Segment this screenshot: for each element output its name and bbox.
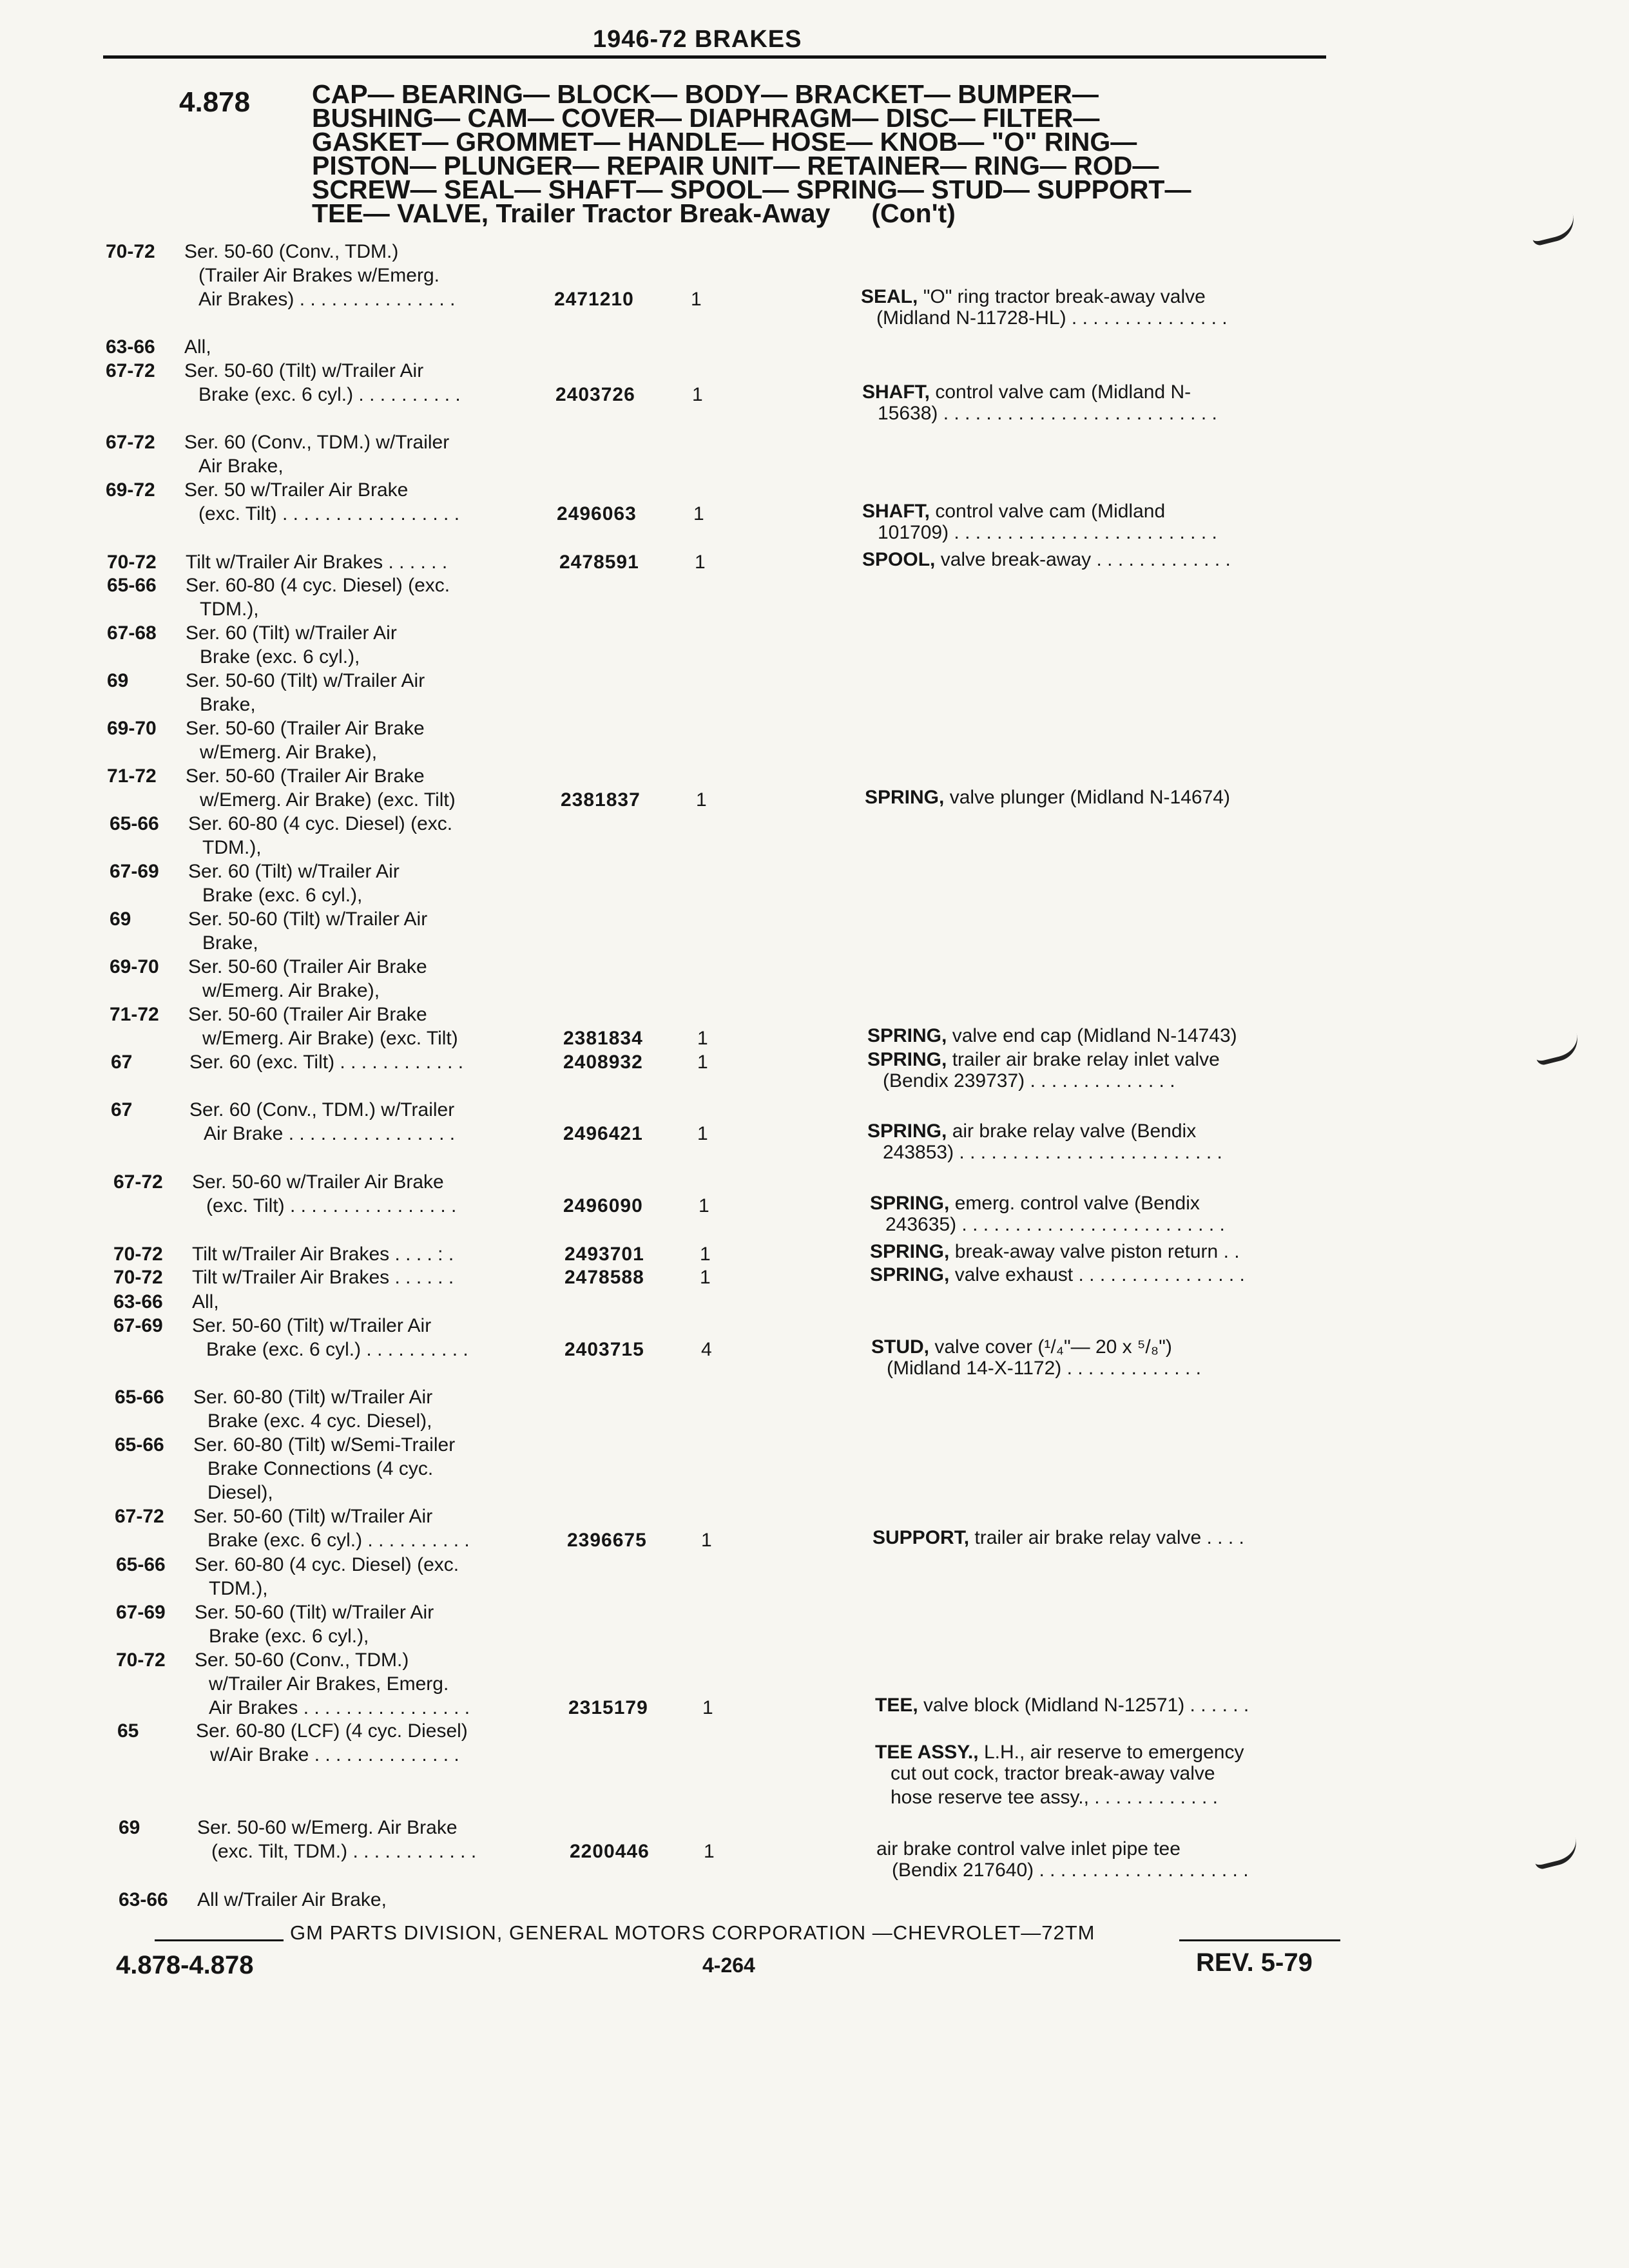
part-number: 2315179 <box>568 1697 648 1718</box>
application-line: All, <box>192 1291 219 1312</box>
model-years: 70-72 <box>113 1267 163 1288</box>
application-line: All, <box>184 336 211 358</box>
part-description: SEAL, "O" ring tractor break-away valve <box>861 286 1206 307</box>
application-line: Ser. 60 (Tilt) w/Trailer Air <box>188 861 400 882</box>
model-years: 65-66 <box>110 813 159 834</box>
application-line: Ser. 50-60 (Tilt) w/Trailer Air <box>192 1315 432 1336</box>
model-years: 67-72 <box>115 1506 164 1527</box>
application-line: Air Brake . . . . . . . . . . . . . . . . <box>204 1123 456 1144</box>
application-line: Ser. 60 (Conv., TDM.) w/Trailer <box>189 1099 455 1120</box>
part-number: 2478591 <box>559 552 639 573</box>
model-years: 67-72 <box>113 1171 163 1193</box>
part-name: SEAL, <box>861 286 918 307</box>
part-description: 243853) . . . . . . . . . . . . . . . . . . . . . . . . . <box>883 1142 1222 1163</box>
model-years: 70-72 <box>116 1649 166 1671</box>
footer-rule-right <box>1179 1939 1340 1941</box>
model-years: 67-69 <box>113 1315 163 1336</box>
part-name: TEE ASSY., <box>875 1742 979 1763</box>
quantity: 1 <box>699 1195 709 1216</box>
part-description: (Midland N-11728-HL) . . . . . . . . . . . . . . . <box>876 307 1228 329</box>
application-line: Brake Connections (4 cyc. <box>207 1458 434 1479</box>
quantity: 1 <box>696 789 707 811</box>
model-years: 63-66 <box>119 1889 168 1910</box>
footer-revision: REV. 5-79 <box>1196 1948 1313 1977</box>
application-line: Brake (exc. 6 cyl.), <box>202 885 363 906</box>
part-description: SUPPORT, trailer air brake relay valve . . . . <box>872 1527 1244 1548</box>
part-name: SPRING, <box>870 1264 950 1285</box>
part-name: SPOOL, <box>862 549 936 570</box>
part-description: 15638) . . . . . . . . . . . . . . . . . . . . . . . . . . <box>878 403 1217 424</box>
part-name: SUPPORT, <box>872 1527 970 1548</box>
part-description: STUD, valve cover (¹/₄"— 20 x ⁵/₈") <box>871 1336 1172 1358</box>
application-line: Air Brakes . . . . . . . . . . . . . . . . <box>209 1697 470 1718</box>
model-years: 70-72 <box>113 1244 163 1265</box>
quantity: 1 <box>702 1697 713 1718</box>
application-line: Tilt w/Trailer Air Brakes . . . . : . <box>192 1244 454 1265</box>
application-line: Air Brakes) . . . . . . . . . . . . . . . <box>198 289 456 310</box>
application-line: TDM.), <box>200 599 259 620</box>
part-number: 2403715 <box>564 1339 644 1360</box>
model-years: 69 <box>119 1817 140 1838</box>
application-line: Brake (exc. 6 cyl.) . . . . . . . . . . <box>206 1339 468 1360</box>
quantity: 1 <box>700 1244 711 1265</box>
part-description: TEE, valve block (Midland N-12571) . . . . . . <box>875 1695 1249 1716</box>
application-line: Ser. 60-80 (4 cyc. Diesel) (exc. <box>186 575 450 596</box>
footer-section-range: 4.878-4.878 <box>116 1951 254 1979</box>
model-years: 69 <box>107 670 129 691</box>
model-years: 70-72 <box>106 241 155 262</box>
application-line: Ser. 50-60 (Tilt) w/Trailer Air <box>184 360 424 381</box>
model-years: 69-70 <box>107 718 157 739</box>
part-description: (Midland 14-X-1172) . . . . . . . . . . . . . <box>887 1358 1201 1379</box>
part-description: SPRING, trailer air brake relay inlet valve <box>867 1049 1220 1070</box>
application-line: Ser. 50-60 (Tilt) w/Trailer Air <box>188 908 428 930</box>
application-line: (exc. Tilt) . . . . . . . . . . . . . . . . <box>206 1195 457 1216</box>
application-line: Ser. 50-60 (Tilt) w/Trailer Air <box>186 670 425 691</box>
application-line: (exc. Tilt, TDM.) . . . . . . . . . . . . <box>211 1841 477 1862</box>
part-description: SPRING, air brake relay valve (Bendix <box>867 1120 1197 1142</box>
application-line: Ser. 50-60 w/Emerg. Air Brake <box>197 1817 458 1838</box>
continued-label: (Con't) <box>871 198 956 228</box>
application-line: Ser. 60-80 (LCF) (4 cyc. Diesel) <box>196 1720 468 1742</box>
part-description: SPRING, valve plunger (Midland N-14674) <box>865 787 1230 808</box>
application-line: Ser. 60 (exc. Tilt) . . . . . . . . . . . . <box>189 1052 464 1073</box>
quantity: 4 <box>701 1339 712 1360</box>
part-description: SPOOL, valve break-away . . . . . . . . . . . . . <box>862 549 1231 570</box>
part-description: 101709) . . . . . . . . . . . . . . . . . . . . . . . . . <box>878 522 1217 543</box>
part-description: SPRING, break-away valve piston return . . <box>870 1241 1240 1262</box>
part-name: TEE, <box>875 1695 918 1716</box>
part-name: SHAFT, <box>862 381 930 403</box>
part-number: 2200446 <box>570 1841 650 1862</box>
application-line: Tilt w/Trailer Air Brakes . . . . . . <box>192 1267 454 1288</box>
model-years: 69-70 <box>110 956 159 977</box>
application-line: TDM.), <box>202 837 262 858</box>
quantity: 1 <box>693 503 704 524</box>
application-line: Ser. 50 w/Trailer Air Brake <box>184 479 409 501</box>
application-line: Diesel), <box>207 1482 273 1503</box>
application-line: w/Emerg. Air Brake), <box>200 742 378 763</box>
application-line: Ser. 60 (Conv., TDM.) w/Trailer <box>184 432 450 453</box>
footer-division: GM PARTS DIVISION, GENERAL MOTORS CORPORATION —CHEVROLET—72TM <box>290 1921 1095 1944</box>
part-description: hose reserve tee assy., . . . . . . . . . . . . <box>891 1787 1218 1808</box>
part-description: SPRING, valve end cap (Midland N-14743) <box>867 1025 1237 1046</box>
application-line: Ser. 50-60 w/Trailer Air Brake <box>192 1171 444 1193</box>
application-line: Air Brake, <box>198 456 284 477</box>
application-line: All w/Trailer Air Brake, <box>197 1889 387 1910</box>
part-description: air brake control valve inlet pipe tee <box>876 1838 1181 1860</box>
model-years: 65-66 <box>115 1434 164 1456</box>
section-title-line: CAP— BEARING— BLOCK— BODY— BRACKET— BUMPER— <box>312 79 1099 109</box>
application-line: Ser. 50-60 (Trailer Air Brake <box>186 718 425 739</box>
quantity: 1 <box>697 1123 708 1144</box>
part-description: cut out cock, tractor break-away valve <box>891 1763 1215 1784</box>
part-number: 2403726 <box>555 384 635 405</box>
section-title-line: PISTON— PLUNGER— REPAIR UNIT— RETAINER— RING— ROD— <box>312 151 1159 180</box>
part-name: STUD, <box>871 1336 929 1358</box>
part-number: 2396675 <box>567 1530 647 1551</box>
section-number: 4.878 <box>179 86 251 118</box>
model-years: 67-69 <box>116 1602 166 1623</box>
page-title: 1946-72 BRAKES <box>593 26 802 53</box>
application-line: Ser. 50-60 (Conv., TDM.) <box>184 241 399 262</box>
model-years: 67-72 <box>106 432 155 453</box>
part-number: 2408932 <box>563 1052 643 1073</box>
section-title-line: BUSHING— CAM— COVER— DIAPHRAGM— DISC— FILTER— <box>312 103 1100 133</box>
part-name: SPRING, <box>870 1193 950 1214</box>
model-years: 65-66 <box>107 575 157 596</box>
quantity: 1 <box>697 1052 708 1073</box>
part-number: 2471210 <box>554 289 634 310</box>
part-number: 2496090 <box>563 1195 643 1216</box>
part-description: TEE ASSY., L.H., air reserve to emergency <box>875 1742 1244 1763</box>
part-name: SPRING, <box>867 1120 947 1142</box>
part-name: SPRING, <box>867 1025 947 1046</box>
application-line: TDM.), <box>209 1578 268 1599</box>
application-line: Ser. 50-60 (Trailer Air Brake <box>188 1004 427 1025</box>
part-name: SPRING, <box>867 1049 947 1070</box>
model-years: 71-72 <box>110 1004 159 1025</box>
model-years: 67-68 <box>107 622 157 644</box>
model-years: 69-72 <box>106 479 155 501</box>
application-line: Ser. 50-60 (Tilt) w/Trailer Air <box>195 1602 434 1623</box>
application-line: Ser. 60-80 (4 cyc. Diesel) (exc. <box>195 1554 459 1575</box>
quantity: 1 <box>700 1267 711 1288</box>
part-number: 2493701 <box>564 1244 644 1265</box>
model-years: 67-72 <box>106 360 155 381</box>
part-number: 2381834 <box>563 1028 643 1049</box>
part-name: SPRING, <box>865 787 945 808</box>
model-years: 70-72 <box>107 552 157 573</box>
application-line: Ser. 60-80 (4 cyc. Diesel) (exc. <box>188 813 453 834</box>
application-line: Brake (exc. 6 cyl.) . . . . . . . . . . <box>207 1530 470 1551</box>
application-line: Brake (exc. 4 cyc. Diesel), <box>207 1410 432 1432</box>
quantity: 1 <box>701 1530 712 1551</box>
application-line: (exc. Tilt) . . . . . . . . . . . . . . . . . <box>198 503 460 524</box>
model-years: 65-66 <box>116 1554 166 1575</box>
application-line: w/Air Brake . . . . . . . . . . . . . . <box>210 1744 459 1765</box>
part-description: SHAFT, control valve cam (Midland N- <box>862 381 1191 403</box>
part-number: 2381837 <box>561 789 641 811</box>
application-line: Tilt w/Trailer Air Brakes . . . . . . <box>186 552 448 573</box>
footer-page-number: 4-264 <box>702 1954 755 1977</box>
application-line: Brake (exc. 6 cyl.), <box>209 1626 369 1647</box>
model-years: 63-66 <box>106 336 155 358</box>
quantity: 1 <box>692 384 703 405</box>
part-description: (Bendix 239737) . . . . . . . . . . . . . . <box>883 1070 1175 1091</box>
part-number: 2496421 <box>563 1123 643 1144</box>
model-years: 65-66 <box>115 1387 164 1408</box>
quantity: 1 <box>704 1841 715 1862</box>
part-number: 2478588 <box>564 1267 644 1288</box>
part-name: SHAFT, <box>862 501 930 522</box>
model-years: 71-72 <box>107 765 157 787</box>
part-description: SHAFT, control valve cam (Midland <box>862 501 1166 522</box>
part-description: 243635) . . . . . . . . . . . . . . . . . . . . . . . . . <box>885 1214 1225 1235</box>
application-line: Ser. 50-60 (Trailer Air Brake <box>188 956 427 977</box>
part-description: SPRING, valve exhaust . . . . . . . . . . . . . . . . <box>870 1264 1245 1285</box>
application-line: (Trailer Air Brakes w/Emerg. <box>198 265 439 286</box>
footer-rule-left <box>155 1939 284 1941</box>
application-line: Ser. 50-60 (Trailer Air Brake <box>186 765 425 787</box>
application-line: Ser. 50-60 (Tilt) w/Trailer Air <box>193 1506 433 1527</box>
application-line: w/Trailer Air Brakes, Emerg. <box>209 1673 449 1695</box>
application-line: Ser. 60-80 (Tilt) w/Semi-Trailer <box>193 1434 456 1456</box>
quantity: 1 <box>691 289 702 310</box>
part-description: (Bendix 217640) . . . . . . . . . . . . . . . . . . . . <box>892 1860 1249 1881</box>
application-line: w/Emerg. Air Brake), <box>202 980 380 1001</box>
part-name: SPRING, <box>870 1241 950 1262</box>
model-years: 67 <box>111 1099 133 1120</box>
application-line: Brake (exc. 6 cyl.), <box>200 646 360 668</box>
section-title-line: GASKET— GROMMET— HANDLE— HOSE— KNOB— "O" RING— <box>312 127 1137 157</box>
quantity: 1 <box>697 1028 708 1049</box>
application-line: Ser. 60 (Tilt) w/Trailer Air <box>186 622 397 644</box>
model-years: 65 <box>117 1720 139 1742</box>
part-number: 2496063 <box>557 503 637 524</box>
application-line: Ser. 50-60 (Conv., TDM.) <box>195 1649 409 1671</box>
part-description: SPRING, emerg. control valve (Bendix <box>870 1193 1200 1214</box>
section-title-last: TEE— VALVE, Trailer Tractor Break-Away <box>312 198 831 228</box>
application-line: w/Emerg. Air Brake) (exc. Tilt) <box>202 1028 458 1049</box>
model-years: 67 <box>111 1052 133 1073</box>
quantity: 1 <box>695 552 706 573</box>
application-line: Brake, <box>202 932 258 954</box>
application-line: Ser. 60-80 (Tilt) w/Trailer Air <box>193 1387 433 1408</box>
model-years: 69 <box>110 908 131 930</box>
section-title-line: SCREW— SEAL— SHAFT— SPOOL— SPRING— STUD— SUPPORT— <box>312 175 1191 204</box>
application-line: w/Emerg. Air Brake) (exc. Tilt) <box>200 789 456 811</box>
model-years: 67-69 <box>110 861 159 882</box>
model-years: 63-66 <box>113 1291 163 1312</box>
application-line: Brake (exc. 6 cyl.) . . . . . . . . . . <box>198 384 461 405</box>
application-line: Brake, <box>200 694 256 715</box>
